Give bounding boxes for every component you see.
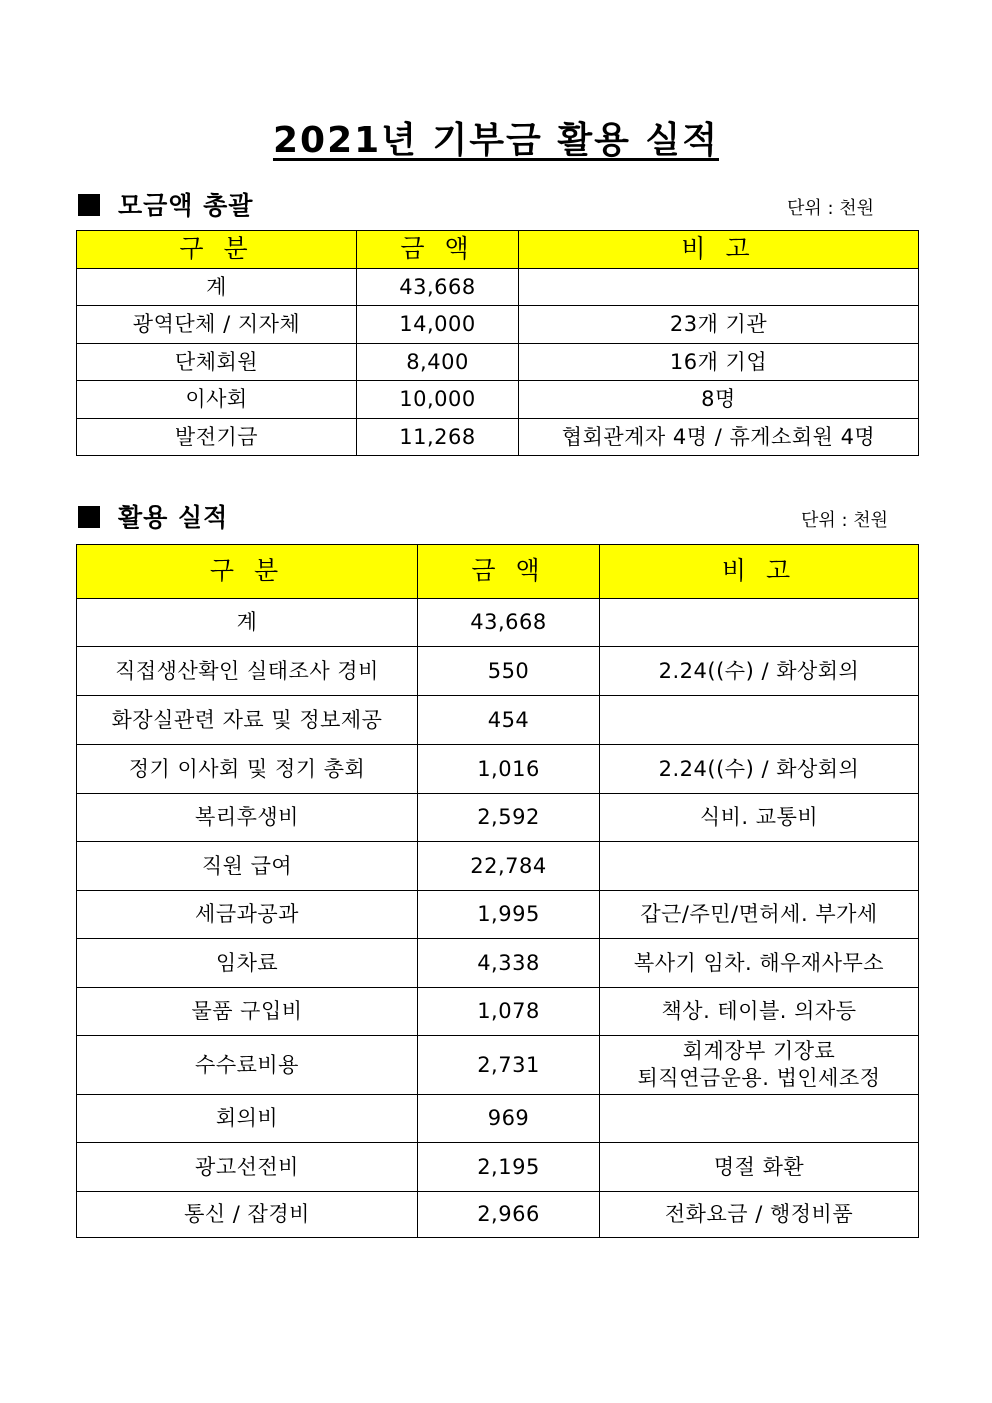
table-header-row xyxy=(77,545,919,599)
cell-amount: 2,731 xyxy=(418,1036,600,1095)
cell-category: 발전기금 xyxy=(77,419,357,456)
table-row xyxy=(77,1036,919,1095)
cell-category: 세금과공과 xyxy=(77,891,418,939)
cell-note xyxy=(600,1095,919,1143)
cell-note: 복사기 임차. 해우재사무소 xyxy=(600,939,919,988)
cell-category: 물품 구입비 xyxy=(77,988,418,1036)
cell-amount: 2,195 xyxy=(418,1143,600,1192)
cell-category: 광고선전비 xyxy=(77,1143,418,1192)
page-title: 2021년 기부금 활용 실적 xyxy=(272,120,719,161)
unit-label: 단위 : 천원 xyxy=(801,510,889,531)
header-note: 비 고 xyxy=(600,545,919,599)
cell-amount: 4,338 xyxy=(418,939,600,988)
table-row xyxy=(77,939,919,988)
cell-note: 협회관계자 4명 / 휴게소회원 4명 xyxy=(519,419,919,456)
cell-note: 전화요금 / 행정비품 xyxy=(600,1192,919,1238)
cell-note xyxy=(600,1036,919,1095)
table-row xyxy=(77,647,919,696)
cell-amount: 8,400 xyxy=(357,344,519,381)
table-row xyxy=(77,381,919,419)
table-row xyxy=(77,696,919,745)
cell-note-line2: 퇴직연금운용. 법인세조정 xyxy=(637,1066,881,1090)
cell-note: 2.24((수) / 화상회의 xyxy=(600,647,919,696)
cell-amount: 11,268 xyxy=(357,419,519,456)
usage-table xyxy=(76,544,919,1238)
square-bullet-icon xyxy=(78,194,100,216)
cell-category: 통신 / 잡경비 xyxy=(77,1192,418,1238)
cell-note-line1: 회계장부 기장료 xyxy=(682,1038,836,1063)
table-row xyxy=(77,1095,919,1143)
cell-amount: 14,000 xyxy=(357,306,519,344)
cell-note: 8명 xyxy=(519,381,919,419)
cell-note: 책상. 테이블. 의자등 xyxy=(600,988,919,1036)
cell-note xyxy=(519,269,919,306)
table-row xyxy=(77,1143,919,1192)
table-row xyxy=(77,306,919,344)
cell-amount: 22,784 xyxy=(418,842,600,891)
cell-amount: 43,668 xyxy=(418,599,600,647)
table-row xyxy=(77,269,919,306)
cell-category: 직접생산확인 실태조사 경비 xyxy=(77,647,418,696)
cell-category: 직원 급여 xyxy=(77,842,418,891)
table-row xyxy=(77,1192,919,1238)
cell-note xyxy=(600,696,919,745)
cell-note: 23개 기관 xyxy=(519,306,919,344)
cell-amount: 1,995 xyxy=(418,891,600,939)
cell-note xyxy=(600,599,919,647)
section-heading-fundraising: 모금액 총괄 xyxy=(78,186,253,222)
fundraising-table xyxy=(76,230,919,456)
table-row xyxy=(77,745,919,794)
table-row xyxy=(77,794,919,842)
cell-note: 갑근/주민/면허세. 부가세 xyxy=(600,891,919,939)
table-row xyxy=(77,599,919,647)
cell-category: 회의비 xyxy=(77,1095,418,1143)
cell-amount: 550 xyxy=(418,647,600,696)
unit-label: 단위 : 천원 xyxy=(787,198,875,219)
cell-category: 임차료 xyxy=(77,939,418,988)
table-row xyxy=(77,891,919,939)
cell-amount: 43,668 xyxy=(357,269,519,306)
cell-amount: 1,078 xyxy=(418,988,600,1036)
cell-category: 화장실관련 자료 및 정보제공 xyxy=(77,696,418,745)
cell-category: 정기 이사회 및 정기 총회 xyxy=(77,745,418,794)
table-row xyxy=(77,419,919,456)
cell-note xyxy=(600,842,919,891)
cell-amount: 2,966 xyxy=(418,1192,600,1238)
cell-note: 2.24((수) / 화상회의 xyxy=(600,745,919,794)
cell-note: 식비. 교통비 xyxy=(600,794,919,842)
table-header-row xyxy=(77,231,919,269)
cell-category: 수수료비용 xyxy=(77,1036,418,1095)
cell-note: 명절 화환 xyxy=(600,1143,919,1192)
table-row xyxy=(77,344,919,381)
cell-amount: 454 xyxy=(418,696,600,745)
section-heading-usage: 활용 실적 xyxy=(78,498,228,534)
table-row xyxy=(77,842,919,891)
header-amount: 금 액 xyxy=(418,545,600,599)
cell-category: 복리후생비 xyxy=(77,794,418,842)
table-row xyxy=(77,988,919,1036)
header-category: 구 분 xyxy=(77,545,418,599)
cell-category: 계 xyxy=(77,599,418,647)
cell-category: 이사회 xyxy=(77,381,357,419)
cell-amount: 1,016 xyxy=(418,745,600,794)
cell-amount: 969 xyxy=(418,1095,600,1143)
header-category: 구 분 xyxy=(77,231,357,269)
cell-note: 16개 기업 xyxy=(519,344,919,381)
cell-category: 광역단체 / 지자체 xyxy=(77,306,357,344)
cell-amount: 10,000 xyxy=(357,381,519,419)
cell-amount: 2,592 xyxy=(418,794,600,842)
square-bullet-icon xyxy=(78,506,100,528)
header-note: 비 고 xyxy=(519,231,919,269)
header-amount: 금 액 xyxy=(357,231,519,269)
cell-category: 계 xyxy=(77,269,357,306)
cell-category: 단체회원 xyxy=(77,344,357,381)
